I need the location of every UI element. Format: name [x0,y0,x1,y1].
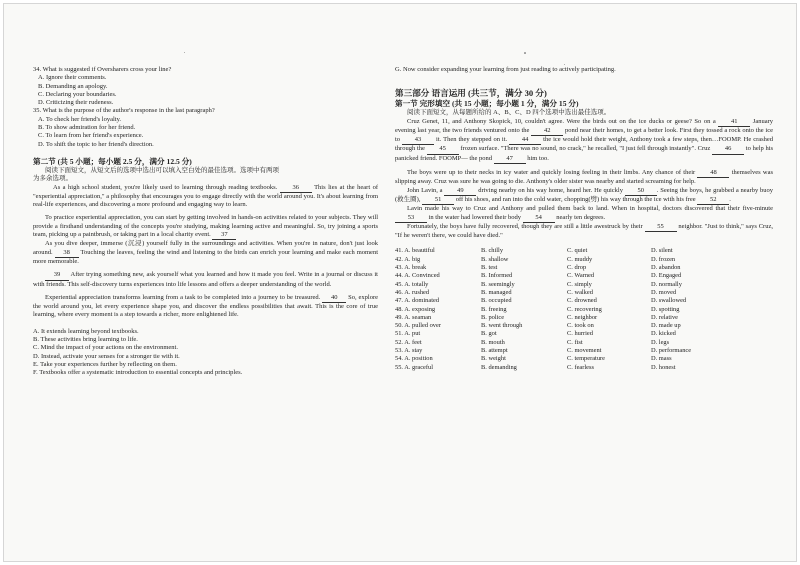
section-2-instruction-cont: 为多余选项。 [33,175,72,183]
cloze-option-cell: C. hurried [567,330,593,338]
blank-40: 40 [322,294,346,303]
cloze-option-cell: D. performance [651,347,692,355]
cloze-option-cell: B. went through [481,322,523,330]
section-2-heading: 第二节 (共 5 小题；每小题 2.5 分，满分 12.5 分) [33,156,192,166]
cloze-option-cell: C. Warned [567,272,595,280]
q35-option: B. To show admiration for her friend. [38,124,136,132]
cloze-paragraph-2: The boys were up to their necks in icy water and quickly losing feeling in their limbs. Any chance of their 48 themselves was slipping away. Cruz was sure he was going to die. Anthony's older sister was nearby and started screaming for help. [395,169,774,186]
option-d: D. Instead, activate your senses for a stronger tie with it. [33,352,180,360]
cloze-paragraph-5: Fortunately, the boys have fully recovered, though they are still a little awestruck by their 55 neighbor. "Just to think," says Cruz, "If he weren't there, we could have died." [395,222,773,240]
scan-speck [564,64,565,65]
cloze-option-cell: C. fist [567,338,583,346]
scan-speck [524,52,526,54]
cloze-option-cell: C. muddy [567,255,593,263]
cloze-option-cell: D. swallowed [651,297,687,305]
cloze-option-cell: 43. A. break [395,264,427,272]
cloze-option-cell: 55. A. graceful [395,363,433,371]
cloze-option-row [395,297,731,305]
right-column [395,66,773,372]
cloze-option-row [395,256,731,264]
blank-39: 39 [45,271,69,280]
cloze-option-row [395,355,731,363]
cloze-option-cell: D. frozen [651,255,676,263]
blank-37: 37 [212,231,236,240]
cloze-option-cell: B. police [481,313,505,321]
cloze-option-cell: D. normally [651,280,682,288]
cloze-heading: 第一节 完形填空 (共 15 小题；每小题 1 分，满分 15 分) [395,99,579,109]
exam-page [3,3,797,562]
cloze-option-cell: D. silent [651,247,673,255]
blank-51: 51 [422,196,454,205]
cloze-option-row [395,264,731,272]
cloze-option-cell: C. quiet [567,247,588,255]
cloze-option-cell: C. fearless [567,363,594,371]
cloze-option-cell: B. chilly [481,247,504,255]
cloze-option-cell: B. freeing [481,305,507,313]
cloze-option-cell: B. demanding [481,363,517,371]
cloze-option-cell: D. moved [651,288,677,296]
option-g: G. Now consider expanding your learning from just reading to actively participating. [395,66,616,73]
blank-45: 45 [427,145,459,154]
cloze-option-cell: C. recovering [567,305,602,313]
cloze-option-cell: B. mouth [481,338,505,346]
q34-option: C. Declaring your boundaries. [38,90,117,98]
cloze-option-cell: B. test [481,264,498,272]
cloze-option-row [395,247,731,255]
cloze-option-cell: B. Informed [481,272,513,280]
blank-44: 44 [509,136,541,145]
cloze-option-row [395,306,731,314]
cloze-option-cell: 51. A. put [395,330,421,338]
cloze-paragraph-1: Cruz Genet, 11, and Anthony Skopick, 10, couldn't agree. Were the birds out on the ice ducks or geese? So on a 41 January evening last year, the two friends ventured onto the 42 pond near their homes, to get a better look. First they tossed a rock onto the ice to 43 it. Then they stepped on it. 44 the ice would hold their weight, Anthony took a few steps, then…FOOMP. He crashed through the 45 frozen surface. "There was no sound, no crack," he recalled, "I just fell through instantly". Cruz 46 to help his panicked friend. FOOMP— the pond 47 him too. [395,118,773,164]
left-column [33,66,378,378]
cloze-option-cell: D. spotting [651,305,680,313]
cloze-paragraph-4: Lavin made his way to Cruz and Anthony and pulled them back to land. When in hospital, doctors discovered that their five-minute 53 in the water had lowered their body 54 nearly ten degrees. [395,205,773,223]
cloze-option-cell: C. walked [567,288,593,296]
cloze-option-row [395,272,731,280]
cloze-option-row [395,289,731,297]
question-35-stem: 35. What is the purpose of the author's response in the last paragraph? [33,107,215,115]
option-a: A. It extends learning beyond textbooks. [33,327,139,335]
part-3-heading: 第三部分 语言运用 (共三节，满分 30 分) [395,88,547,99]
cloze-option-cell: C. movement [567,347,602,355]
blank-43: 43 [402,136,434,145]
cloze-option-cell: 48. A. exposing [395,305,436,313]
passage-paragraph-3: As you dive deeper, immerse (沉浸) yourself fully in the surroundings and activities. When you're in nature, don't just look around. 38 Touching the leaves, feeling the wind and listening to the birds can enrich your learning and make each moment more memorable. [33,240,379,265]
blank-49: 49 [444,187,476,196]
blank-36: 36 [280,184,312,193]
cloze-option-cell: B. shallow [481,255,509,263]
question-34-stem: 34. What is suggested if Oversharers cross your line? [33,66,172,73]
cloze-option-cell: 52. A. feet [395,338,422,346]
cloze-option-cell: C. took on [567,322,594,330]
cloze-paragraph-3: John Lavin, a 49 driving nearby on his way home, heard her. He quickly 50 . Seeing the boys, he grabbed a nearby buoy (救生圈), 51 off his shoes, and ran into the cold water, chopping(劈) his way through the ice with his free 52 . [395,187,773,206]
cloze-option-cell: B. weight [481,355,506,363]
cloze-option-cell: 45. A. totally [395,280,429,288]
cloze-option-cell: 41. A. beautiful [395,247,435,255]
blank-46: 46 [712,145,744,154]
cloze-option-cell: B. managed [481,288,512,296]
cloze-option-row [395,330,731,338]
blank-50: 50 [625,187,657,196]
cloze-instruction: 阅读下面短文，从每题所给的 A、B、C、D 四个选项中选出最佳选项。 [407,109,611,117]
q34-option: B. Demanding an apology. [38,82,108,90]
cloze-option-row [395,314,731,322]
cloze-option-cell: C. drop [567,264,587,272]
cloze-option-cell: D. mass [651,355,672,363]
blank-41: 41 [718,118,750,127]
cloze-option-cell: C. simply [567,280,592,288]
cloze-option-row [395,364,731,372]
cloze-option-cell: B. seemingly [481,280,515,288]
cloze-option-row [395,281,731,289]
blank-42: 42 [531,127,563,136]
cloze-option-cell: D. abandon [651,264,681,272]
q35-option: D. To shift the topic to her friend's direction. [38,140,154,148]
blank-48: 48 [697,169,729,178]
cloze-option-cell: D. Engaged [651,272,682,280]
q34-option: A. Ignore their comments. [38,74,107,82]
q35-option: C. To learn from her friend's experience. [38,132,144,140]
passage-paragraph-2: To practice experiential appreciation, you can start by getting involved in hands-on activities related to your subjects. They will provide a firsthand understanding of the concepts you're studying, making learning active and meaningful. So, try joining a sports team, picking up a paintbrush, or taking part in a local charity event. 37 [33,214,378,240]
scan-speck [184,52,185,53]
option-e: E. Take your experiences further by reflecting on them. [33,360,177,368]
cloze-option-cell: D. kicked [651,330,676,338]
blank-38: 38 [55,249,79,258]
cloze-option-cell: B. occupied [481,297,512,305]
passage-paragraph-1: As a high school student, you're likely used to learning through reading textbooks. 36 This lies at the heart of "experiential appreciation," a philosophy that encourages you to engage directly with the world around you. It's about learning from real-life experiences, and discovering a more profound and engaging way to learn. [33,183,379,209]
cloze-option-cell: C. temperature [567,355,605,363]
q34-option: D. Criticizing their rudeness. [38,99,114,107]
q35-option: A. To check her friend's loyalty. [38,115,122,123]
option-b: B. These activities bring learning to life. [33,336,138,344]
cloze-option-cell: 53. A. stay [395,347,423,355]
cloze-option-cell: C. drowned [567,297,597,305]
option-c: C. Mind the impact of your actions on the environment. [33,344,178,352]
passage-paragraph-5: Experiential appreciation transforms learning from a task to be completed into a journey to be treasured. 40 So, explore the world around you, let every experience shape you, and discover the endless possibilities that await. This is the core of true learning, where every moment is a step towards a richer, more enlightened life. [33,293,378,319]
cloze-option-cell: D. legs [651,338,670,346]
cloze-options-table [395,247,731,371]
cloze-option-cell: 42. A. big [395,255,421,263]
blank-52: 52 [697,196,729,205]
section-2-instruction: 阅读下面短文，从短文后的选项中选出可以填入空白处的最佳选项。选项中有两项 [45,166,279,174]
cloze-option-cell: 54. A. position [395,355,433,363]
cloze-option-row [395,347,731,355]
cloze-option-cell: D. relative [651,313,678,321]
cloze-option-cell: B. attempt [481,347,508,355]
cloze-option-cell: 44. A. Convinced [395,272,440,280]
cloze-option-row [395,322,731,330]
cloze-option-cell: 46. A. rushed [395,288,430,296]
cloze-option-cell: D. honest [651,363,676,371]
blank-55: 55 [645,223,677,232]
cloze-option-cell: D. made up [651,322,681,330]
passage-paragraph-4: 39 After trying something new, ask yourself what you learned and how it made you feel. Write in a journal or discuss it with friends. This self-discovery turns experiences into life lessons and offers a deeper understanding of the world. [33,271,378,288]
cloze-option-cell: 47. A. dominated [395,297,440,305]
blank-47: 47 [494,155,526,164]
blank-54: 54 [523,214,555,223]
option-f: F. Textbooks offer a systematic introduction to essential concepts and principles. [33,369,243,377]
blank-53: 53 [395,214,427,223]
cloze-option-cell: 50. A. pulled over [395,322,441,330]
cloze-option-cell: 49. A. seaman [395,313,432,321]
cloze-option-row [395,339,731,347]
cloze-option-cell: B. got [481,330,497,338]
cloze-option-cell: C. neighbor [567,313,598,321]
